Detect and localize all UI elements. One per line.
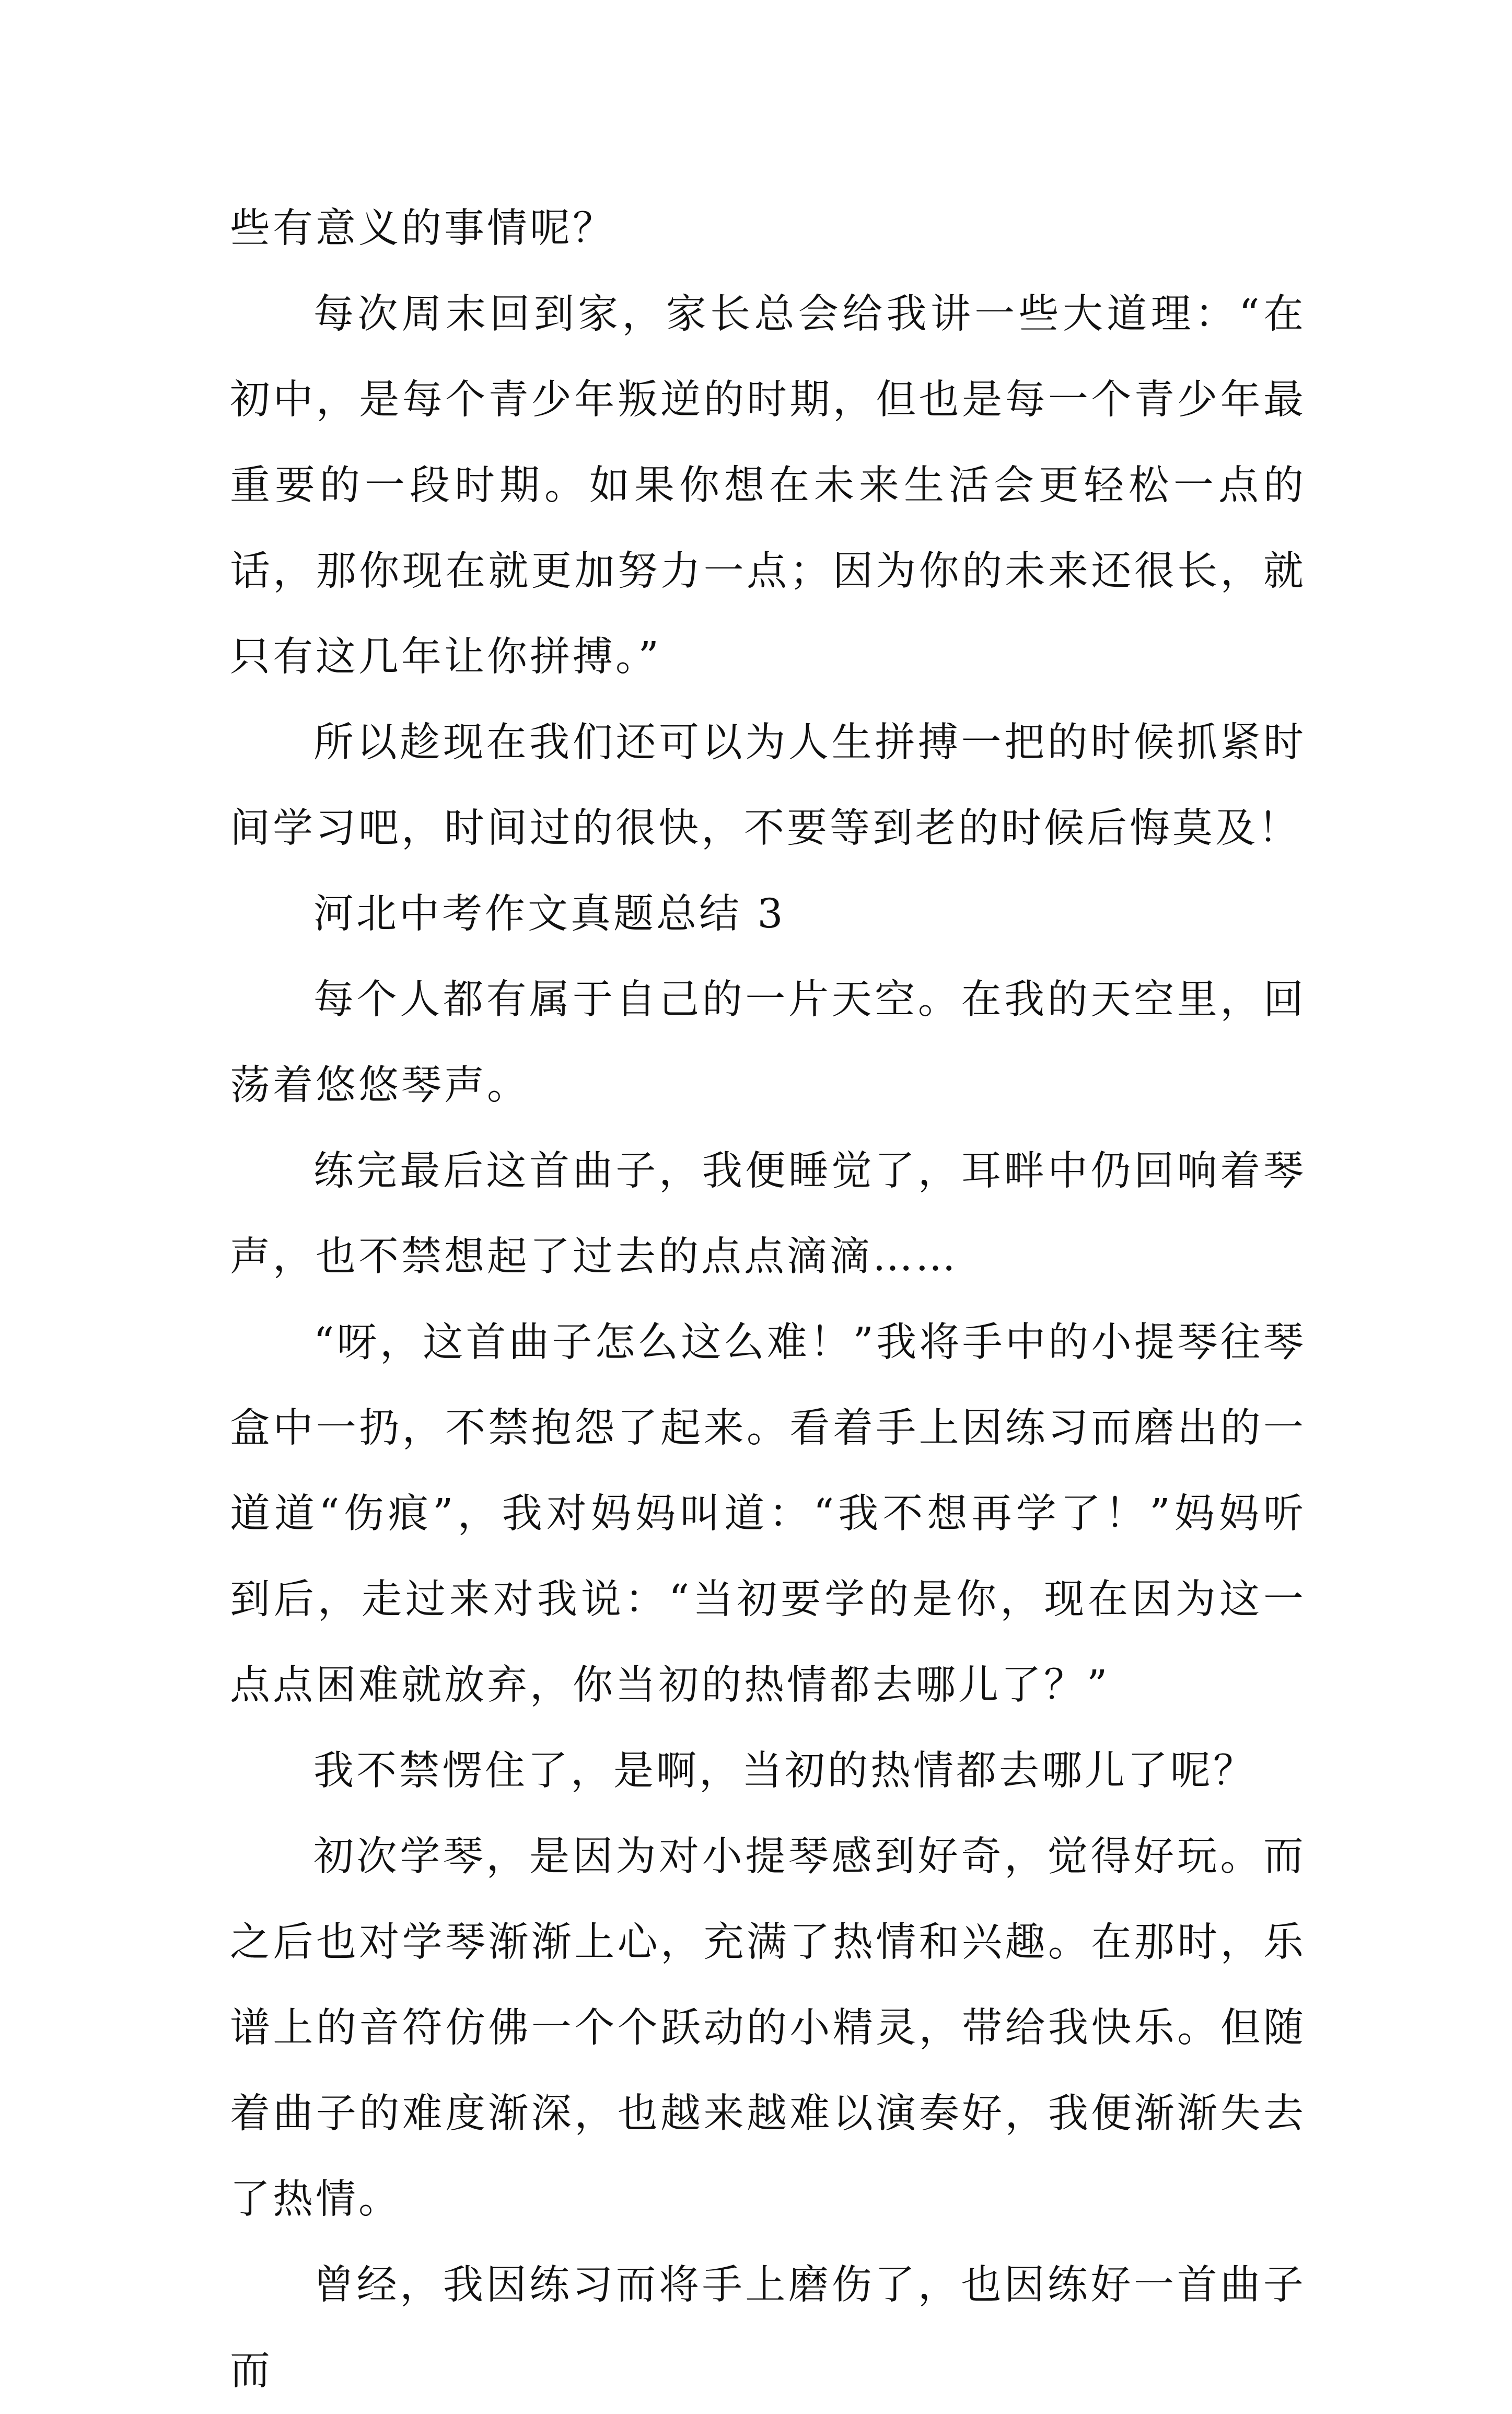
paragraph-2: 每次周末回到家，家长总会给我讲一些大道理：“在初中，是每个青少年叛逆的时期，但也是每一个青少年最重要的一段时期。如果你想在未来生活会更轻松一点的话，那你现在就更加努力一点；因为你的未来还很长，就只有这几年让你拼搏。”: [230, 291, 1306, 680]
document-body: [230, 186, 1306, 2414]
section-heading: 河北中考作文真题总结 3: [313, 891, 786, 937]
paragraph-6: 练完最后这首曲子，我便睡觉了，耳畔中仍回响着琴声，也不禁想起了过去的点点滴滴……: [230, 1148, 1306, 1280]
paragraph-3: 所以趁现在我们还可以为人生拼搏一把的时候抓紧时间学习吧，时间过的很快，不要等到老的时候后悔莫及！: [230, 719, 1306, 852]
paragraph-8: 我不禁愣住了，是啊，当初的热情都去哪儿了呢？: [313, 1748, 1256, 1794]
paragraph-1: 些有意义的事情呢？: [230, 205, 615, 252]
paragraph-7: “呀，这首曲子怎么这么难！”我将手中的小提琴往琴盒中一扔，不禁抱怨了起来。看着手上因练习而磨出的一道道“伤痕”，我对妈妈叫道：“我不想再学了！”妈妈听到后，走过来对我说：“当初要学的是你，现在因为这一点点困难就放弃，你当初的热情都去哪儿了？”: [230, 1319, 1306, 1709]
paragraph-10: 曾经，我因练习而将手上磨伤了，也因练好一首曲子而: [230, 2262, 1306, 2394]
paragraph-5: 每个人都有属于自己的一片天空。在我的天空里，回荡着悠悠琴声。: [230, 977, 1306, 1109]
paragraph-9: 初次学琴，是因为对小提琴感到好奇，觉得好玩。而之后也对学琴渐渐上心，充满了热情和兴趣。在那时，乐谱上的音符仿佛一个个跃动的小精灵，带给我快乐。但随着曲子的难度渐深，也越来越难以演奏好，我便渐渐失去了热情。: [230, 1833, 1306, 2223]
